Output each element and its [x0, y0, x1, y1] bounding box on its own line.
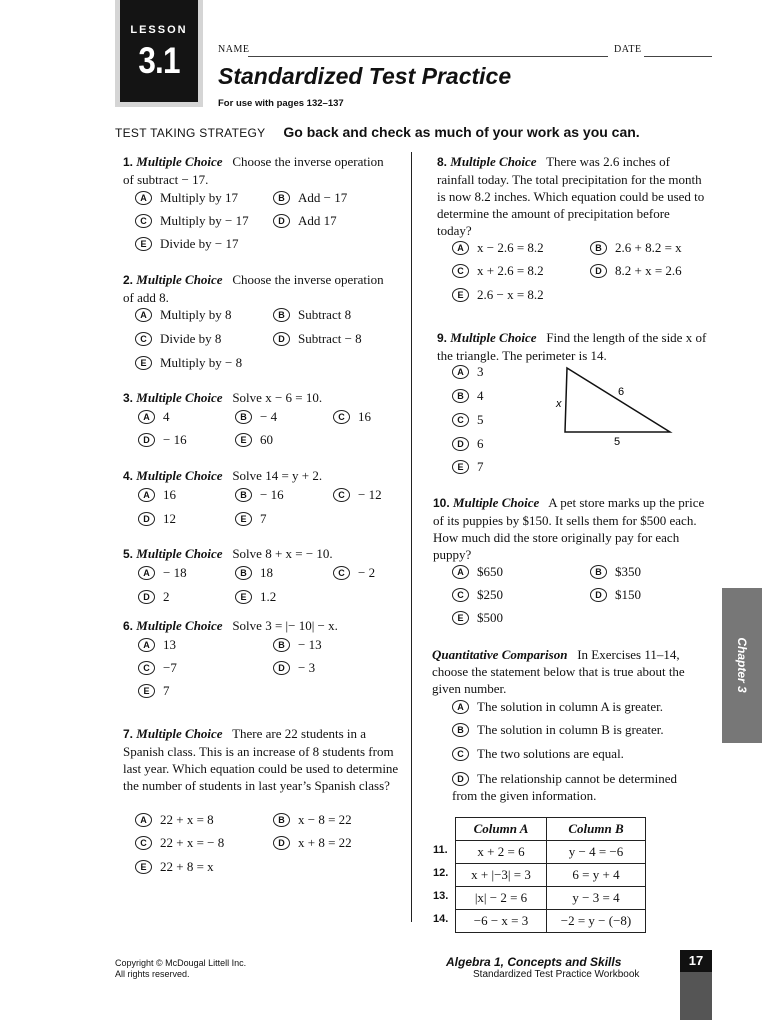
q4-option-d[interactable]	[138, 511, 176, 527]
answer-bubble[interactable]: A	[135, 308, 152, 322]
option-text: $500	[477, 610, 503, 625]
q4-option-e[interactable]	[235, 511, 267, 527]
chapter-tab	[722, 588, 762, 743]
question-9	[437, 329, 712, 364]
question-text: Solve x − 6 = 10.	[232, 390, 323, 405]
table-row	[456, 887, 646, 910]
q8-option-d[interactable]	[590, 263, 682, 279]
answer-bubble[interactable]: E	[452, 460, 469, 474]
q4-option-c[interactable]	[333, 487, 382, 503]
page-number-box	[680, 950, 712, 1020]
q2-option-e[interactable]	[135, 355, 242, 371]
option-text: − 16	[260, 487, 284, 502]
option-text: 3	[477, 364, 484, 379]
answer-bubble[interactable]: A	[452, 565, 469, 579]
q6-option-c[interactable]	[138, 660, 177, 676]
q7-option-b[interactable]	[273, 812, 352, 828]
option-text: −7	[163, 660, 177, 675]
q9-option-e[interactable]	[452, 459, 484, 475]
question-2	[123, 271, 393, 306]
answer-bubble[interactable]: B	[452, 723, 469, 737]
answer-bubble[interactable]: A	[135, 813, 152, 827]
question-text: Multiple Choice	[136, 272, 223, 287]
answer-bubble[interactable]: B	[590, 565, 607, 579]
answer-bubble[interactable]: B	[273, 813, 290, 827]
q7-option-a[interactable]	[135, 812, 214, 828]
question-10	[433, 494, 713, 563]
option-text: The relationship cannot be determined from the given information.	[452, 771, 677, 803]
option-text: 8.2 + x = 2.6	[615, 263, 682, 278]
table-cell: x + 2 = 6	[456, 841, 547, 864]
answer-bubble[interactable]: B	[235, 410, 252, 424]
strategy-label: TEST TAKING STRATEGY	[115, 126, 266, 140]
answer-bubble[interactable]: D	[590, 264, 607, 278]
option-text: Multiply by − 17	[160, 213, 249, 228]
comparison-option-c[interactable]	[452, 746, 624, 762]
column-b-header: Column B	[547, 818, 646, 841]
answer-bubble[interactable]: A	[135, 191, 152, 205]
question-1	[123, 153, 393, 188]
question-text: 6.	[123, 619, 134, 633]
question-text: There are 22 students in a Spanish class. This is an increase of 8 students from last year. Which equation could be used to determine the number of students in last year’s Spanish class?	[123, 726, 399, 793]
option-text: Divide by 8	[160, 331, 222, 346]
answer-bubble[interactable]: D	[452, 437, 469, 451]
question-text: 10.	[433, 496, 450, 510]
q3-option-a[interactable]	[138, 409, 170, 425]
option-text: 16	[163, 487, 176, 502]
option-text: $350	[615, 564, 641, 579]
answer-bubble[interactable]: B	[235, 488, 252, 502]
answer-bubble[interactable]: A	[138, 638, 155, 652]
answer-bubble[interactable]: C	[135, 332, 152, 346]
answer-bubble[interactable]: A	[452, 241, 469, 255]
question-text: Find the length of the side x of the triangle. The perimeter is 14.	[437, 330, 707, 363]
lesson-badge	[120, 0, 198, 102]
table-cell: −6 − x = 3	[456, 910, 547, 933]
answer-bubble[interactable]: B	[590, 241, 607, 255]
chapter-label: Chapter 3	[735, 637, 749, 693]
question-text: Solve 3 = |− 10| − x.	[232, 618, 338, 633]
date-label: DATE	[614, 44, 642, 55]
q1-option-b[interactable]	[273, 190, 347, 206]
question-text: All rights reserved.	[115, 969, 190, 979]
row-number: 14.	[433, 913, 449, 925]
option-text: Divide by − 17	[160, 236, 239, 251]
q5-option-d[interactable]	[138, 589, 170, 605]
comparison-option-d[interactable]	[452, 770, 702, 804]
question-5	[123, 545, 403, 563]
question-text: Multiple Choice	[452, 495, 540, 510]
q3-option-c[interactable]	[333, 409, 371, 425]
q5-option-e[interactable]	[235, 589, 276, 605]
book-title: Algebra 1, Concepts and Skills	[446, 955, 622, 969]
option-text: 7	[260, 511, 267, 526]
option-text: 2.6 − x = 8.2	[477, 287, 544, 302]
q8-option-a[interactable]	[452, 240, 544, 256]
answer-bubble[interactable]: E	[135, 860, 152, 874]
table-cell: −2 = y − (−8)	[547, 910, 646, 933]
lesson-word: LESSON	[130, 24, 188, 36]
answer-bubble[interactable]: D	[590, 588, 607, 602]
question-stem: Choose the inverse operation of subtract − 17.	[123, 154, 384, 187]
q8-option-b[interactable]	[590, 240, 682, 256]
answer-bubble[interactable]: D	[138, 590, 155, 604]
option-text: $150	[615, 587, 641, 602]
strategy-line	[115, 124, 640, 140]
copyright	[115, 958, 246, 980]
question-text: There was 2.6 inches of rainfall today. The total precipitation for the month is now 8.2 inches. Which equation could be used to determine the amount of precipitation before today?	[437, 154, 705, 238]
option-text: The solution in column A is greater.	[477, 699, 663, 714]
table-cell: y − 3 = 4	[547, 887, 646, 910]
q2-option-b[interactable]	[273, 307, 351, 323]
option-text: x − 8 = 22	[298, 812, 352, 827]
option-text: Multiply by 17	[160, 190, 239, 205]
q7-option-d[interactable]	[273, 835, 352, 851]
question-text: Multiple Choice	[136, 468, 223, 483]
option-text: 5	[477, 412, 484, 427]
question-text: Multiple Choice	[136, 618, 223, 633]
comparison-heading: Quantitative Comparison	[432, 647, 568, 662]
comparison-text: In Exercises 11–14, choose the statement below that is true about the given number.	[432, 647, 685, 696]
q2-option-d[interactable]	[273, 331, 362, 347]
q1-option-d[interactable]	[273, 213, 337, 229]
q6-option-d[interactable]	[273, 660, 315, 676]
answer-bubble[interactable]: D	[138, 433, 155, 447]
answer-bubble[interactable]: A	[452, 365, 469, 379]
option-text: − 13	[298, 637, 322, 652]
q3-option-e[interactable]	[235, 432, 273, 448]
option-text: The two solutions are equal.	[477, 746, 624, 761]
answer-bubble[interactable]: C	[452, 264, 469, 278]
answer-bubble[interactable]: C	[333, 566, 350, 580]
question-text: 7.	[123, 727, 134, 741]
option-text: 13	[163, 637, 176, 652]
answer-bubble[interactable]: C	[135, 836, 152, 850]
question-text: Multiple Choice	[450, 330, 537, 345]
q1-option-c[interactable]	[135, 213, 249, 229]
answer-bubble[interactable]: D	[273, 661, 290, 675]
lesson-number: 3.1	[138, 40, 180, 81]
row-number: 13.	[433, 890, 449, 902]
question-text: 9.	[437, 331, 448, 345]
q7-option-c[interactable]	[135, 835, 224, 851]
q9-option-c[interactable]	[452, 412, 484, 428]
table-row	[456, 841, 646, 864]
q10-option-c[interactable]	[452, 587, 503, 603]
answer-bubble[interactable]: A	[452, 700, 469, 714]
name-label: NAME	[218, 44, 250, 55]
q1-option-e[interactable]	[135, 236, 238, 252]
option-text: 4	[477, 388, 484, 403]
q9-option-a[interactable]	[452, 364, 484, 380]
answer-bubble[interactable]: B	[452, 389, 469, 403]
column-a-header: Column A	[456, 818, 547, 841]
table-header-row	[456, 818, 646, 841]
q6-option-b[interactable]	[273, 637, 322, 653]
option-text: − 16	[163, 432, 187, 447]
answer-bubble[interactable]: E	[235, 590, 252, 604]
q9-option-b[interactable]	[452, 388, 484, 404]
option-text: 22 + x = − 8	[160, 835, 225, 850]
answer-bubble[interactable]: C	[135, 214, 152, 228]
option-text: − 18	[163, 565, 187, 580]
answer-bubble[interactable]: E	[235, 512, 252, 526]
option-text: − 2	[358, 565, 376, 580]
answer-bubble[interactable]: E	[452, 288, 469, 302]
answer-bubble[interactable]: A	[138, 410, 155, 424]
row-number: 12.	[433, 867, 449, 879]
question-7	[123, 725, 403, 794]
answer-bubble[interactable]: C	[452, 588, 469, 602]
answer-bubble[interactable]: E	[135, 356, 152, 370]
comparison-table	[455, 817, 646, 933]
q1-option-a[interactable]	[135, 190, 238, 206]
option-text: 12	[163, 511, 176, 526]
option-text: 6	[477, 436, 484, 451]
answer-bubble[interactable]: C	[333, 410, 350, 424]
option-text: 16	[358, 409, 371, 424]
answer-bubble[interactable]: C	[452, 413, 469, 427]
option-text: Add 17	[298, 213, 337, 228]
comparison-option-b[interactable]	[452, 722, 664, 738]
triangle-shape	[565, 368, 670, 432]
column-divider	[411, 152, 412, 922]
row-number: 11.	[433, 844, 448, 856]
comparison-option-a[interactable]	[452, 699, 663, 715]
option-text: x + 8 = 22	[298, 835, 352, 850]
answer-bubble[interactable]: B	[235, 566, 252, 580]
answer-bubble[interactable]: C	[138, 661, 155, 675]
side-x-label: x	[556, 398, 562, 410]
question-text: 2.	[123, 273, 134, 287]
answer-bubble[interactable]: B	[273, 308, 290, 322]
answer-bubble[interactable]: D	[273, 214, 290, 228]
answer-bubble[interactable]: B	[273, 191, 290, 205]
q6-option-a[interactable]	[138, 637, 176, 653]
question-text: 3.	[123, 391, 134, 405]
option-text: 2	[163, 589, 170, 604]
q4-option-b[interactable]	[235, 487, 284, 503]
option-text: 22 + 8 = x	[160, 859, 214, 874]
question-text: Multiple Choice	[450, 154, 537, 169]
option-text: Multiply by − 8	[160, 355, 243, 370]
q2-option-c[interactable]	[135, 331, 221, 347]
table-cell: x + |−3| = 3	[456, 864, 547, 887]
option-text: The solution in column B is greater.	[477, 722, 664, 737]
option-text: − 12	[358, 487, 382, 502]
option-text: 7	[163, 683, 170, 698]
answer-bubble[interactable]: E	[138, 684, 155, 698]
question-text: Multiple Choice	[136, 546, 223, 561]
question-text: 8.	[437, 155, 448, 169]
answer-bubble[interactable]: C	[452, 747, 469, 761]
q6-option-e[interactable]	[138, 683, 170, 699]
answer-bubble[interactable]: D	[452, 772, 469, 786]
date-field[interactable]	[644, 56, 712, 57]
question-text: Solve 14 = y + 2.	[232, 468, 323, 483]
option-text: 7	[477, 459, 484, 474]
q7-option-e[interactable]	[135, 859, 214, 875]
q10-option-a[interactable]	[452, 564, 503, 580]
q8-option-c[interactable]	[452, 263, 544, 279]
question-text: Copyright © McDougal Littell Inc.	[115, 958, 247, 968]
option-text: $250	[477, 587, 503, 602]
question-8	[437, 153, 707, 239]
question-text: Multiple Choice	[136, 726, 223, 741]
q5-option-c[interactable]	[333, 565, 375, 581]
option-text: 2.6 + 8.2 = x	[615, 240, 682, 255]
option-text: Add − 17	[298, 190, 348, 205]
table-cell: |x| − 2 = 6	[456, 887, 547, 910]
answer-bubble[interactable]: E	[135, 237, 152, 251]
option-text: − 4	[260, 409, 278, 424]
answer-bubble[interactable]: D	[273, 836, 290, 850]
q5-option-b[interactable]	[235, 565, 273, 581]
strategy-text: Go back and check as much of your work as you can.	[283, 124, 640, 140]
option-text: $650	[477, 564, 503, 579]
option-text: x − 2.6 = 8.2	[477, 240, 544, 255]
q10-option-d[interactable]	[590, 587, 641, 603]
option-text: − 3	[298, 660, 316, 675]
side-5-label: 5	[614, 436, 621, 448]
option-text: 22 + x = 8	[160, 812, 214, 827]
option-text: 4	[163, 409, 170, 424]
answer-bubble[interactable]: A	[138, 488, 155, 502]
table-row	[456, 910, 646, 933]
option-text: x + 2.6 = 8.2	[477, 263, 544, 278]
page-title: Standardized Test Practice	[218, 63, 512, 89]
question-6	[123, 617, 403, 635]
q10-option-e[interactable]	[452, 610, 503, 626]
side-6-label: 6	[618, 386, 625, 398]
question-number: 1.	[123, 155, 134, 169]
table-row	[456, 864, 646, 887]
question-text: Solve 8 + x = − 10.	[232, 546, 333, 561]
q2-option-a[interactable]	[135, 307, 232, 323]
question-text: A pet store marks up the price of its puppies by $150. It sells them for $500 each. How much did the store originally pay for each puppy?	[433, 495, 705, 562]
answer-bubble[interactable]: E	[452, 611, 469, 625]
answer-bubble[interactable]: A	[138, 566, 155, 580]
q4-option-a[interactable]	[138, 487, 176, 503]
name-field[interactable]	[248, 56, 608, 57]
table-cell: 6 = y + 4	[547, 864, 646, 887]
option-text: 1.2	[260, 589, 277, 604]
q3-option-b[interactable]	[235, 409, 277, 425]
question-type: Multiple Choice	[136, 154, 223, 169]
option-text: 18	[260, 565, 273, 580]
q8-option-e[interactable]	[452, 287, 544, 303]
answer-bubble[interactable]: D	[138, 512, 155, 526]
triangle-diagram	[550, 362, 680, 452]
question-4	[123, 467, 403, 485]
q9-option-d[interactable]	[452, 436, 484, 452]
option-text: 60	[260, 432, 273, 447]
table-cell: y − 4 = −6	[547, 841, 646, 864]
option-text: Subtract 8	[298, 307, 352, 322]
question-3	[123, 389, 403, 407]
q5-option-a[interactable]	[138, 565, 187, 581]
option-text: Subtract − 8	[298, 331, 362, 346]
q3-option-d[interactable]	[138, 432, 187, 448]
use-with-note: For use with pages 132–137	[218, 98, 344, 109]
book-subtitle: Standardized Test Practice Workbook	[473, 969, 640, 980]
comparison-intro	[432, 646, 715, 697]
q10-option-b[interactable]	[590, 564, 641, 580]
answer-bubble[interactable]: E	[235, 433, 252, 447]
question-text: Multiple Choice	[136, 390, 223, 405]
question-text: Choose the inverse operation of add 8.	[123, 272, 384, 305]
page-number: 17	[680, 950, 712, 972]
answer-bubble[interactable]: B	[273, 638, 290, 652]
option-text: Multiply by 8	[160, 307, 232, 322]
question-text: 4.	[123, 469, 134, 483]
answer-bubble[interactable]: D	[273, 332, 290, 346]
question-text: 5.	[123, 547, 134, 561]
answer-bubble[interactable]: C	[333, 488, 350, 502]
